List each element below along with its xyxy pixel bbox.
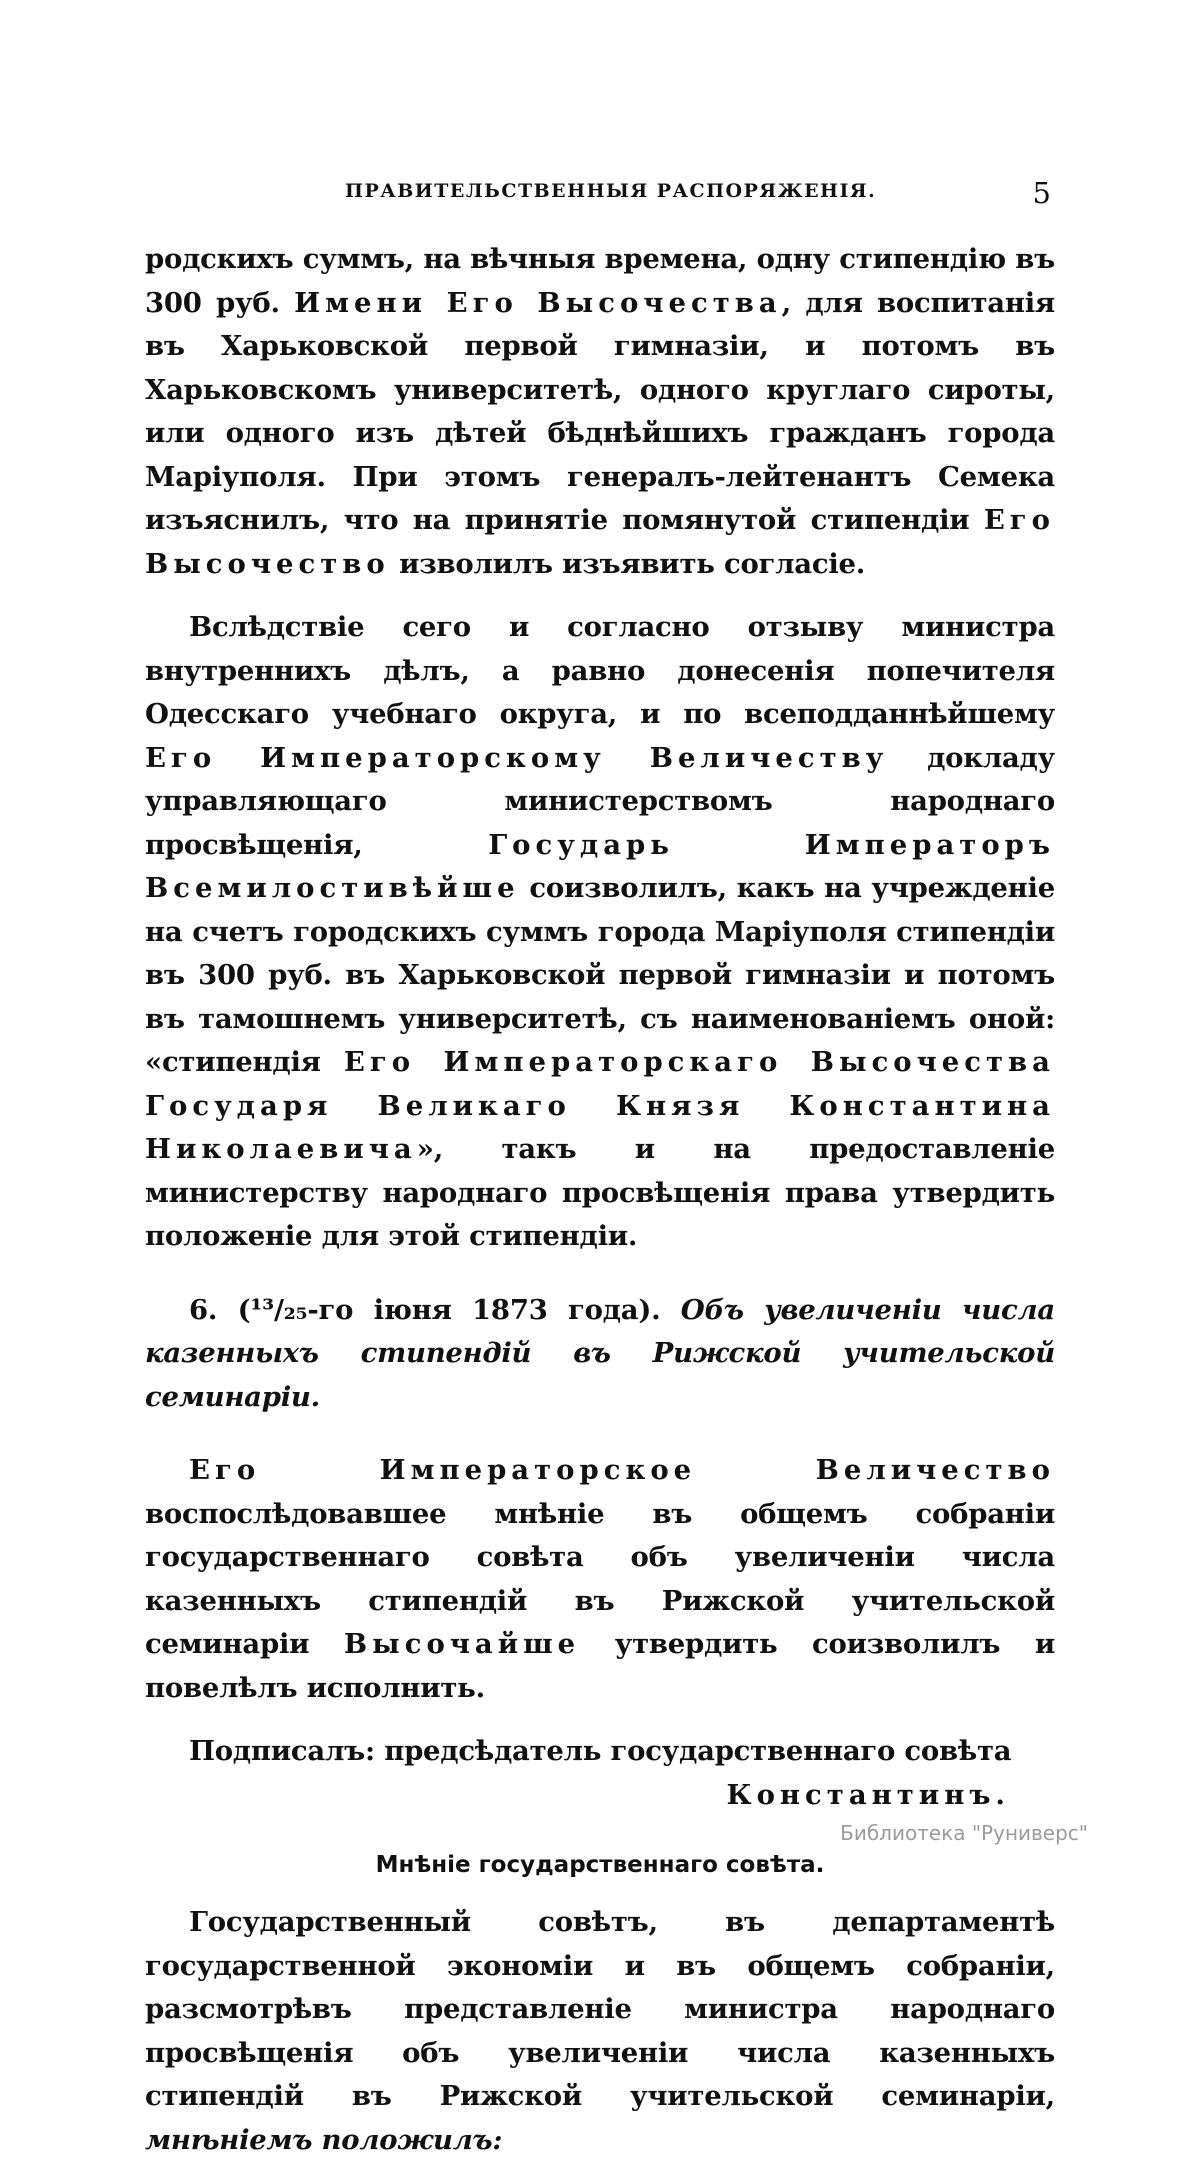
text-run: воспослѣдовавшее мнѣніе въ общемъ собраніи государственнаго совѣта объ увеличеніи числа казенныхъ стипендій въ Рижской учительской семинаріи bbox=[145, 1497, 1055, 1660]
text-run: Государственный совѣтъ, въ департаментѣ государственной экономіи и въ общемъ собраніи, разсмотрѣвъ представленіе министра народнаго просвѣщенія объ увеличеніи числа казенныхъ стипендій въ Рижской учительской семинаріи, bbox=[145, 1906, 1055, 2112]
page-number: 5 bbox=[1032, 176, 1051, 210]
text-run: соизволилъ, какъ на учрежденіе на счетъ городскихъ суммъ города Маріуполя стипендіи въ 300 руб. въ Харьковской первой гимназіи и потомъ въ тамошнемъ университетѣ, съ наименованіемъ оной: «стипендія bbox=[145, 872, 1055, 1078]
spaced-emphasis: Имени Его Высочества bbox=[294, 286, 782, 319]
spaced-emphasis: Его Императорское Величество bbox=[189, 1454, 1055, 1486]
paragraph-council-opinion bbox=[145, 1901, 1055, 2162]
text-run: родскихъ суммъ, на вѣчныя времена, одну стипендію въ 300 руб. bbox=[145, 243, 1055, 319]
spaced-emphasis: Его Императорскаго Высочества Государя Великаго Князя Константина Николаевича bbox=[145, 1046, 1055, 1165]
text-run: утвердить соизволилъ и повелѣлъ исполнить. bbox=[145, 1628, 1056, 1704]
paragraph-signed bbox=[145, 1730, 1055, 1774]
section-title: Мнѣніе государственнаго совѣта. bbox=[375, 1852, 825, 1878]
spaced-emphasis: Высочайше bbox=[343, 1628, 581, 1660]
paragraph-consequence bbox=[145, 606, 1055, 1259]
spaced-emphasis: Его Высочество bbox=[145, 504, 1055, 580]
library-watermark: Библиотека "Руниверс" bbox=[840, 1821, 1088, 1845]
text-run: докладу управляющаго министерствомъ народнаго просвѣщенія, bbox=[145, 741, 1055, 861]
spaced-emphasis: Государь Императоръ Всемилостивѣйше bbox=[145, 828, 1055, 904]
spaced-emphasis: Его Императорскому Величеству bbox=[145, 741, 889, 774]
text-run: Вслѣдствіе сего и согласно отзыву министра внутреннихъ дѣлъ, а равно донесенія попечителя Одесскаго учебнаго округа, и по всеподданнѣйшему bbox=[145, 611, 1055, 730]
paragraph-stipend-intro bbox=[145, 238, 1055, 586]
text-run: », такъ и на предоставленіе министерству народнаго просвѣщенія права утвердить положеніе для этой стипендіи. bbox=[145, 1133, 1055, 1252]
running-header bbox=[145, 176, 1055, 212]
paragraph-imperial-approval bbox=[145, 1449, 1055, 1710]
text-run: , для воспитанія въ Харьковской первой гимназіи, и потомъ въ Харьковскомъ университетѣ, одного круглаго сироты, или одного изъ дѣтей бѣднѣйшихъ гражданъ города Маріуполя. При этомъ генералъ-лейтенантъ Семека изъяснилъ, что на принятіе помянутой стипендіи bbox=[145, 286, 1055, 536]
paragraph-item-6-heading bbox=[145, 1289, 1055, 1420]
item-title: Объ увеличеніи числа казенныхъ стипендій въ Рижской учительской семинаріи. bbox=[145, 1293, 1055, 1413]
italic-phrase: мнѣніемъ положилъ: bbox=[145, 2123, 503, 2156]
running-title: ПРАВИТЕЛЬСТВЕННЫЯ РАСПОРЯЖЕНІЯ. bbox=[345, 180, 877, 202]
signature: Константинъ. bbox=[726, 1778, 1010, 1811]
body-text bbox=[145, 238, 1055, 2162]
text-run: изволилъ изъявить согласіе. bbox=[389, 547, 866, 580]
text-run: Подписалъ: предсѣдатель государственнаго совѣта bbox=[189, 1735, 1012, 1767]
item-number-date: 6. (¹³/₂₅-го іюня 1873 года). bbox=[189, 1293, 681, 1326]
